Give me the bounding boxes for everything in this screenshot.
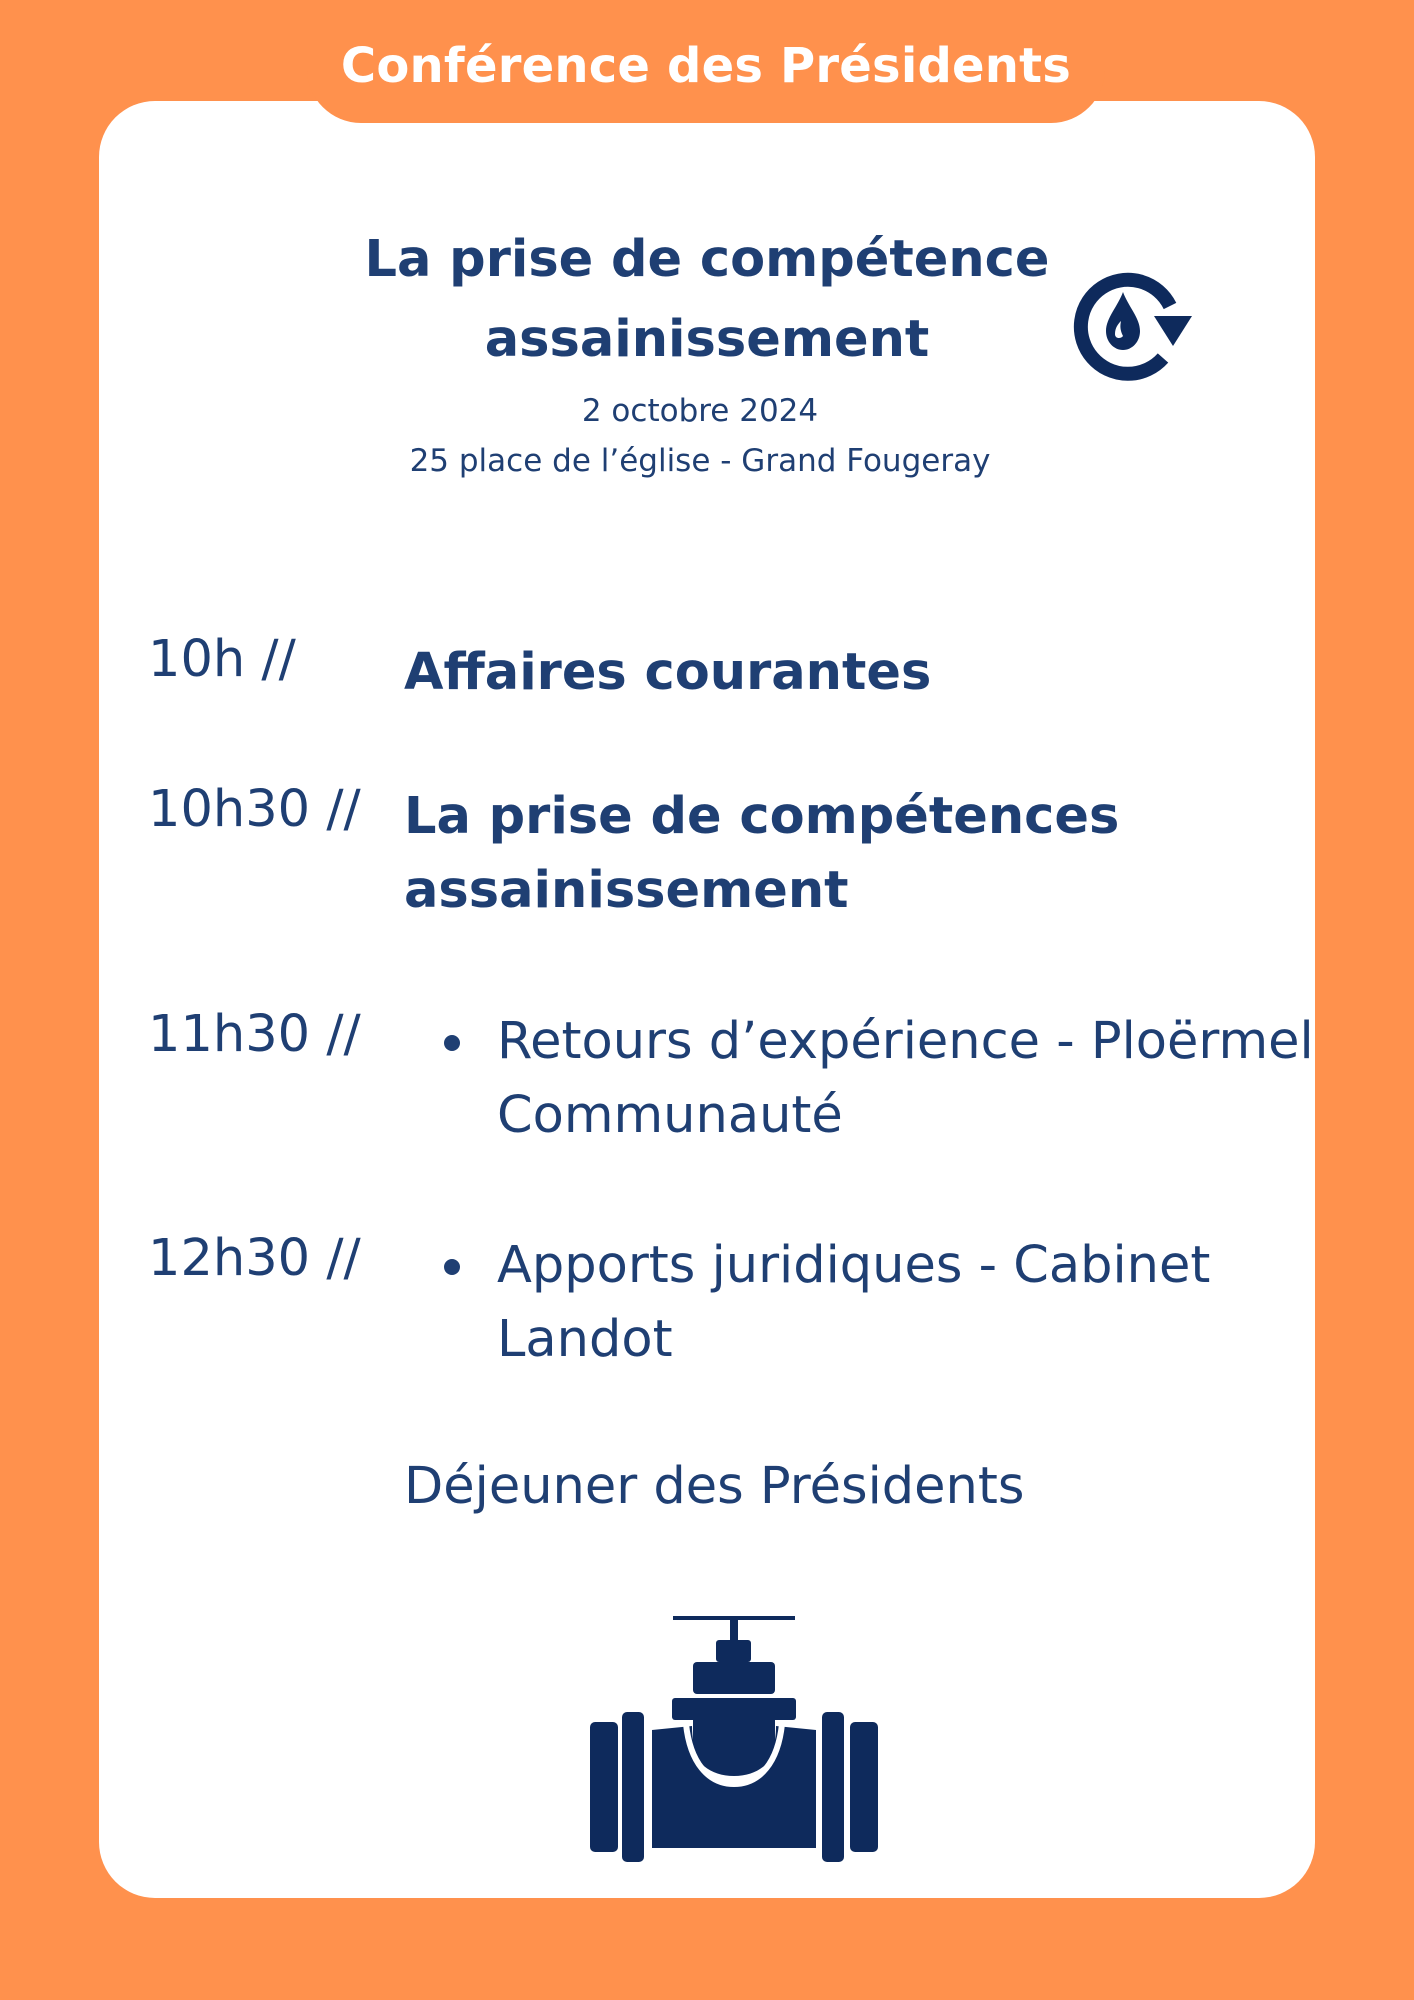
event-date: 2 octobre 2024 [581, 393, 819, 429]
agenda-topic-line2: assainissement [404, 861, 849, 920]
event-address: 25 place de l’église - Grand Fougeray [409, 443, 991, 479]
event-title-line2: assainissement [484, 310, 930, 369]
event-title [300, 220, 1114, 380]
agenda-bullet-line2: Communauté [497, 1086, 843, 1145]
event-title-line1: La prise de compétence [364, 230, 1050, 289]
agenda-topic-line1: La prise de compétences [404, 787, 1120, 846]
header-tab [307, 0, 1105, 123]
agenda-bullet-text [497, 1229, 1317, 1377]
agenda-time: 12h30 // [148, 1229, 361, 1288]
pipe-valve-icon [580, 1612, 880, 1872]
bullet-icon [444, 1259, 460, 1275]
lunch-label: Déjeuner des Présidents [404, 1457, 1025, 1516]
header-title: Conférence des Présidents [340, 38, 1072, 94]
agenda-bullet-line1: Apports juridiques - Cabinet [497, 1236, 1211, 1295]
agenda-time: 10h30 // [148, 780, 361, 839]
bullet-icon [444, 1035, 460, 1051]
agenda-bullet-line2: Landot [497, 1310, 673, 1369]
agenda-bullet-line1: Retours d’expérience - Ploërmel [497, 1012, 1314, 1071]
agenda-time: 11h30 // [148, 1005, 361, 1064]
agenda-bullet-text [497, 1005, 1317, 1153]
water-drop-cycle-icon [1068, 266, 1194, 382]
agenda-time: 10h // [148, 630, 296, 689]
agenda-topic [404, 780, 1244, 928]
agenda-topic: Affaires courantes [404, 643, 932, 702]
